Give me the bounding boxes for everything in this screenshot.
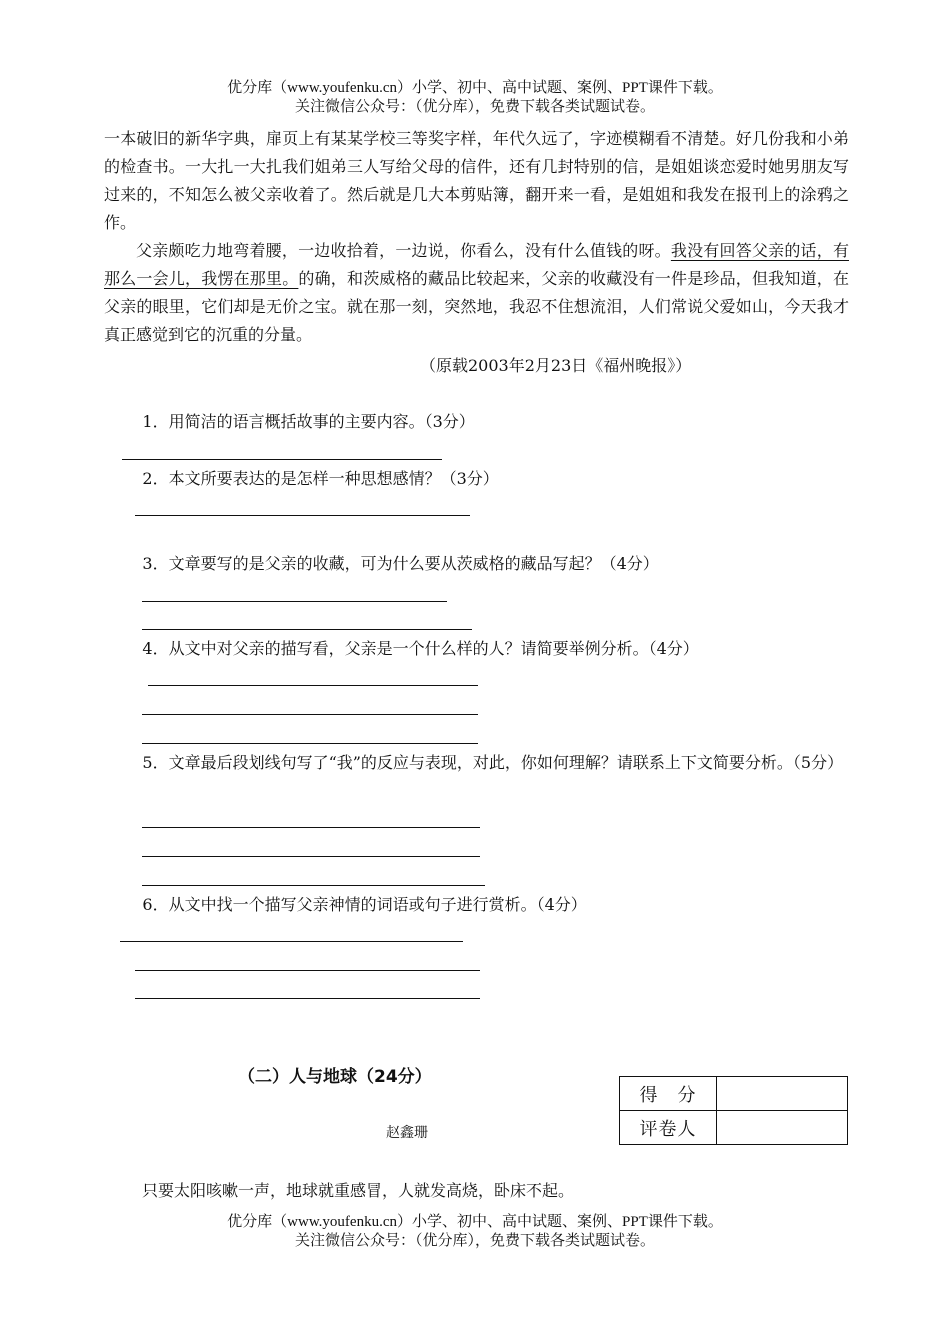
answer-line[interactable] bbox=[142, 714, 478, 715]
passage bbox=[104, 125, 849, 349]
grader-label: 评卷人 bbox=[620, 1111, 717, 1145]
passage-text: 父亲颇吃力地弯着腰，一边收拾着，一边说，你看么，没有什么值钱的呀。 bbox=[136, 241, 671, 260]
answer-line[interactable] bbox=[142, 601, 447, 602]
passage-text: 的确，和茨威格的藏品比较起来，父亲的收藏没有一件是珍品，但我知道，在父亲的眼里，它们却是无价之宝。就在那一刻，突然地，我忍不住想流泪，人们常说父爱如山，今天我才真正感觉到它的沉重的分量。 bbox=[104, 269, 849, 344]
answer-line[interactable] bbox=[135, 970, 480, 971]
answer-line[interactable] bbox=[120, 941, 463, 942]
answer-line[interactable] bbox=[142, 856, 480, 857]
answer-line[interactable] bbox=[135, 515, 470, 516]
question-text: 2．本文所要表达的是怎样一种思想感情？（3分） bbox=[142, 469, 499, 488]
answer-line[interactable] bbox=[122, 459, 442, 460]
header-line-2: 关注微信公众号：（优分库），免费下载各类试题试卷。 bbox=[294, 99, 655, 115]
question-text: 1．用简洁的语言概括故事的主要内容。（3分） bbox=[142, 412, 475, 431]
score-label: 得 分 bbox=[620, 1077, 717, 1111]
article-lead-sentence: 只要太阳咳嗽一声，地球就重感冒，人就发高烧，卧床不起。 bbox=[142, 1181, 575, 1200]
underlined-sentence: 我没有回答父亲的话，有那么一会儿，我愣在那里。 bbox=[104, 241, 849, 288]
passage-paragraph-1: 一本破旧的新华字典，扉页上有某某学校三等奖字样，年代久远了，字迹模糊看不清楚。好几份我和小弟的检查书。一大扎一大扎我们姐弟三人写给父母的信件，还有几封特别的信，是姐姐谈恋爱时她男朋友写过来的，不知怎么被父亲收着了。然后就是几大本剪贴簿，翻开来一看，是姐姐和我发在报刊上的涂鸦之作。 bbox=[104, 129, 849, 232]
answer-line[interactable] bbox=[142, 885, 485, 886]
answer-line[interactable] bbox=[142, 629, 472, 630]
footer-line-2: 关注微信公众号：（优分库），免费下载各类试题试卷。 bbox=[294, 1233, 655, 1249]
question-2 bbox=[104, 465, 849, 493]
passage-paragraph-2 bbox=[104, 237, 849, 349]
header-line-1: 优分库（www.youfenku.cn）小学、初中、高中试题、案例、PPT课件下载。 bbox=[227, 80, 723, 96]
question-text: 4．从文中对父亲的描写看，父亲是一个什么样的人？请简要举例分析。（4分） bbox=[142, 639, 699, 658]
question-4 bbox=[104, 635, 849, 663]
question-5 bbox=[104, 749, 849, 777]
question-text: 6．从文中找一个描写父亲神情的词语或句子进行赏析。（4分） bbox=[142, 895, 587, 914]
question-6 bbox=[104, 891, 849, 919]
answer-line[interactable] bbox=[148, 685, 478, 686]
section-title: （二）人与地球（24分） bbox=[238, 1067, 432, 1087]
article-author: 赵鑫珊 bbox=[386, 1125, 428, 1141]
question-1 bbox=[104, 408, 849, 436]
passage-source: （原载2003年2月23日《福州晚报》） bbox=[420, 356, 692, 375]
score-cell[interactable] bbox=[717, 1077, 848, 1111]
question-text: 3．文章要写的是父亲的收藏，可为什么要从茨威格的藏品写起？（4分） bbox=[142, 554, 659, 573]
question-3 bbox=[104, 550, 849, 578]
page-header bbox=[0, 79, 950, 117]
question-text: 5．文章最后段划线句写了“我”的反应与表现，对此，你如何理解？请联系上下文简要分析。（5分） bbox=[142, 753, 844, 772]
grader-cell[interactable] bbox=[717, 1111, 848, 1145]
footer-line-1: 优分库（www.youfenku.cn）小学、初中、高中试题、案例、PPT课件下载。 bbox=[227, 1214, 723, 1230]
answer-line[interactable] bbox=[142, 743, 478, 744]
page-footer bbox=[0, 1213, 950, 1251]
answer-line[interactable] bbox=[142, 827, 480, 828]
score-table bbox=[619, 1076, 848, 1145]
answer-line[interactable] bbox=[135, 998, 480, 999]
